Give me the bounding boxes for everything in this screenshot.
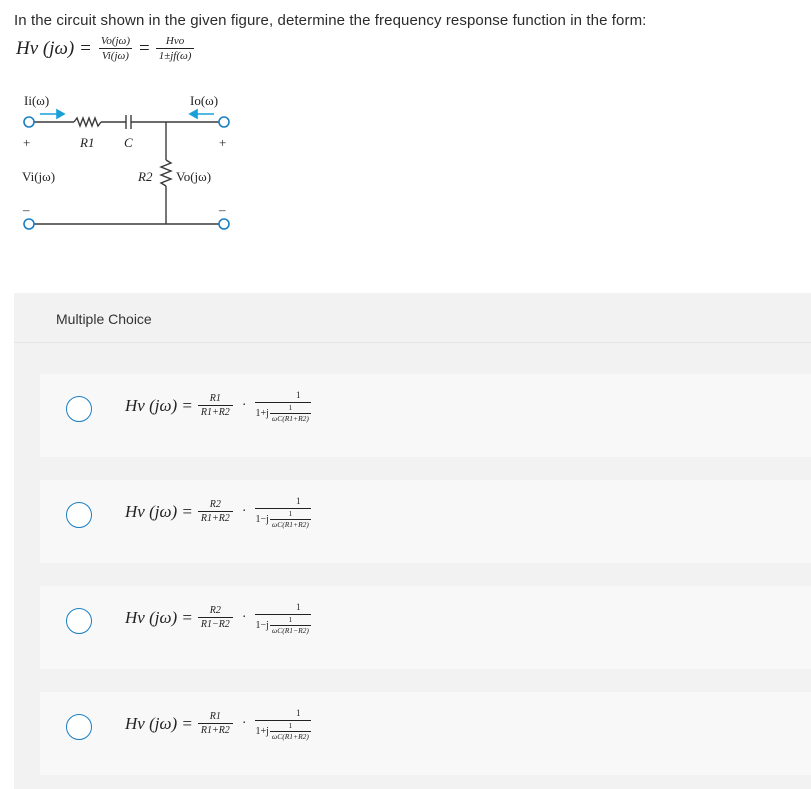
output-current-arrow	[190, 110, 197, 118]
equals-sign: =	[138, 38, 150, 59]
c-label: C	[124, 135, 133, 150]
input-current-label: Ii(ω)	[24, 93, 50, 108]
answer-option-4[interactable]	[40, 692, 811, 775]
fraction-denominator: R1+R2	[198, 405, 233, 418]
input-terminal-bottom	[24, 219, 34, 229]
frequency-fraction	[255, 390, 310, 422]
fraction-numerator: 1	[295, 602, 301, 612]
inner-numerator: 1	[288, 509, 293, 518]
radio-button[interactable]	[66, 714, 92, 740]
plus-right: +	[219, 135, 227, 150]
answer-option-1[interactable]	[40, 374, 811, 457]
option-formula	[125, 390, 311, 422]
radio-button[interactable]	[66, 396, 92, 422]
resistor-r1	[74, 118, 101, 126]
inner-fraction	[270, 404, 311, 422]
inner-numerator: 1	[288, 721, 293, 730]
denominator-prefix: 1−j	[255, 619, 269, 631]
formula-lhs: Hv (jω) =	[125, 396, 193, 415]
answer-option-2[interactable]	[40, 480, 811, 563]
resistor-ratio-fraction	[198, 394, 233, 418]
fraction-denominator: R1−R2	[198, 617, 233, 630]
fraction-numerator: R2	[209, 499, 221, 510]
inner-numerator: 1	[288, 403, 293, 412]
inner-denominator: ωC(R1+R2)	[271, 519, 309, 529]
multiply-dot: ·	[241, 504, 247, 519]
circuit-diagram	[16, 88, 246, 238]
r1-label: R1	[80, 135, 95, 150]
inner-denominator: ωC(R1−R2)	[271, 625, 309, 635]
panel-heading: Multiple Choice	[56, 311, 152, 327]
multiply-dot: ·	[241, 398, 247, 413]
multiple-choice-panel	[14, 293, 811, 789]
output-terminal-top	[219, 117, 229, 127]
fraction-denominator: R1+R2	[198, 511, 233, 524]
frequency-fraction	[255, 496, 310, 528]
resistor-ratio-fraction	[198, 606, 233, 630]
radio-button[interactable]	[66, 608, 92, 634]
denominator-prefix: 1+j	[255, 407, 269, 419]
output-current-label: Io(ω)	[190, 93, 219, 108]
option-formula	[125, 602, 311, 634]
minus-right: –	[219, 202, 226, 217]
inner-denominator: ωC(R1+R2)	[271, 413, 309, 423]
fraction-denominator: 1±jf(ω)	[156, 48, 195, 62]
minus-left: –	[23, 202, 30, 217]
fraction-numerator: 1	[295, 708, 301, 718]
frequency-fraction	[255, 708, 310, 740]
frequency-fraction	[255, 602, 310, 634]
formula-lhs: Hv (jω) =	[125, 714, 193, 733]
inner-numerator: 1	[288, 615, 293, 624]
input-current-arrow	[57, 110, 64, 118]
formula-lhs: Hv (jω) =	[125, 502, 193, 521]
vout-label: Vo(jω)	[176, 169, 212, 184]
inner-fraction	[270, 722, 311, 740]
fraction-numerator: Hvo	[165, 35, 185, 47]
inner-fraction	[270, 510, 311, 528]
vin-label: Vi(jω)	[22, 169, 56, 184]
radio-button[interactable]	[66, 502, 92, 528]
denominator-prefix: 1−j	[255, 513, 269, 525]
option-formula	[125, 496, 311, 528]
fraction-numerator: 1	[295, 496, 301, 506]
frequency-response-formula	[16, 36, 194, 62]
answer-option-3[interactable]	[40, 586, 811, 669]
option-formula	[125, 708, 311, 740]
multiply-dot: ·	[241, 716, 247, 731]
formula-lhs: Hv (jω) =	[125, 608, 193, 627]
fraction-numerator: Vo(jω)	[100, 35, 130, 47]
fraction-denominator: Vi(jω)	[99, 48, 132, 62]
r2-label: R2	[138, 169, 153, 184]
divider	[14, 342, 811, 343]
fraction-numerator: R1	[209, 393, 221, 404]
fraction-numerator: 1	[295, 390, 301, 400]
resistor-ratio-fraction	[198, 500, 233, 524]
resistor-ratio-fraction	[198, 712, 233, 736]
input-terminal-top	[24, 117, 34, 127]
general-form-fraction	[156, 36, 195, 62]
voltage-ratio-fraction	[98, 36, 133, 62]
inner-denominator: ωC(R1+R2)	[271, 731, 309, 741]
denominator-prefix: 1+j	[255, 725, 269, 737]
fraction-numerator: R1	[209, 711, 221, 722]
fraction-denominator: R1+R2	[198, 723, 233, 736]
resistor-r2	[161, 160, 171, 186]
plus-left: +	[23, 135, 31, 150]
fraction-numerator: R2	[209, 605, 221, 616]
formula-lhs: Hv (jω) =	[16, 38, 92, 59]
question-text: In the circuit shown in the given figure, determine the frequency response function in the form:	[14, 12, 647, 29]
multiply-dot: ·	[241, 610, 247, 625]
inner-fraction	[270, 616, 311, 634]
output-terminal-bottom	[219, 219, 229, 229]
